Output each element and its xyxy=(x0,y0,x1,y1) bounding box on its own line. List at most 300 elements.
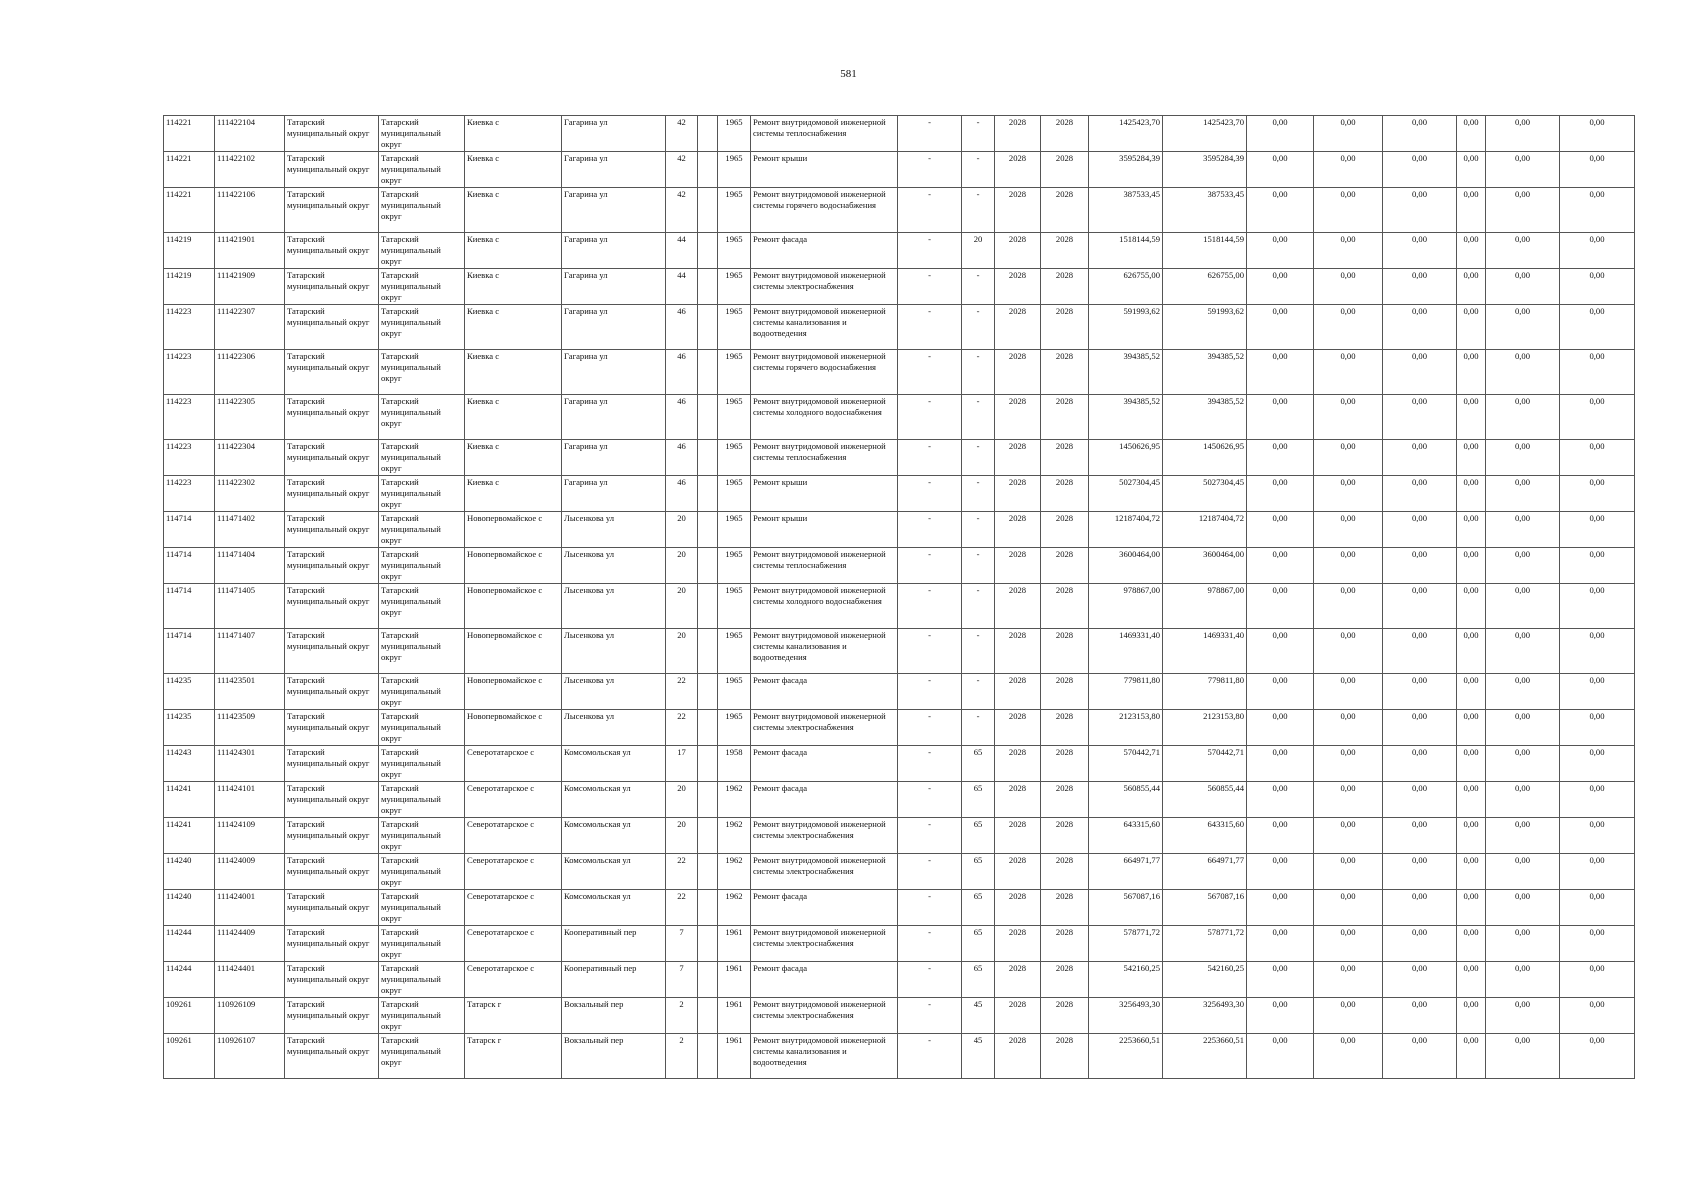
param1-cell: - xyxy=(898,440,962,476)
fund-4-cell: 0,00 xyxy=(1457,152,1486,188)
fund-4-cell: 0,00 xyxy=(1457,476,1486,512)
house-number-cell: 2 xyxy=(666,998,698,1034)
plan-year-end-cell: 2028 xyxy=(1041,476,1089,512)
wear-percent-cell: - xyxy=(962,305,995,350)
house-id-cell: 109261 xyxy=(164,998,215,1034)
build-year-cell: 1962 xyxy=(718,782,751,818)
plan-year-start-cell: 2028 xyxy=(995,629,1041,674)
house-id-cell: 114714 xyxy=(164,629,215,674)
blank-cell xyxy=(698,188,718,233)
fund-1-cell: 0,00 xyxy=(1247,710,1314,746)
total-cost-cell: 567087,16 xyxy=(1163,890,1247,926)
total-cost-cell: 578771,72 xyxy=(1163,926,1247,962)
cost-cell: 3256493,30 xyxy=(1089,998,1163,1034)
total-cost-cell: 394385,52 xyxy=(1163,395,1247,440)
total-cost-cell: 387533,45 xyxy=(1163,188,1247,233)
municipality-cell: Татарский муниципальный округ xyxy=(379,890,465,926)
plan-year-start-cell: 2028 xyxy=(995,269,1041,305)
district-cell: Татарский муниципальный округ xyxy=(285,854,379,890)
build-year-cell: 1965 xyxy=(718,674,751,710)
locality-cell: Северотатарское с xyxy=(465,926,562,962)
fund-1-cell: 0,00 xyxy=(1247,818,1314,854)
param1-cell: - xyxy=(898,395,962,440)
fund-6-cell: 0,00 xyxy=(1560,512,1635,548)
plan-year-end-cell: 2028 xyxy=(1041,818,1089,854)
district-cell: Татарский муниципальный округ xyxy=(285,746,379,782)
fund-5-cell: 0,00 xyxy=(1486,710,1560,746)
work-type-cell: Ремонт фасада xyxy=(751,962,898,998)
build-year-cell: 1958 xyxy=(718,746,751,782)
fund-6-cell: 0,00 xyxy=(1560,584,1635,629)
municipality-cell: Татарский муниципальный округ xyxy=(379,395,465,440)
fund-1-cell: 0,00 xyxy=(1247,188,1314,233)
plan-year-end-cell: 2028 xyxy=(1041,116,1089,152)
wear-percent-cell: - xyxy=(962,512,995,548)
house-id-cell: 114240 xyxy=(164,890,215,926)
work-code-cell: 111424401 xyxy=(215,962,285,998)
wear-percent-cell: - xyxy=(962,548,995,584)
municipality-cell: Татарский муниципальный округ xyxy=(379,269,465,305)
district-cell: Татарский муниципальный округ xyxy=(285,782,379,818)
wear-percent-cell: - xyxy=(962,152,995,188)
cost-cell: 12187404,72 xyxy=(1089,512,1163,548)
plan-year-end-cell: 2028 xyxy=(1041,440,1089,476)
plan-year-end-cell: 2028 xyxy=(1041,269,1089,305)
district-cell: Татарский муниципальный округ xyxy=(285,395,379,440)
locality-cell: Киевка с xyxy=(465,395,562,440)
fund-4-cell: 0,00 xyxy=(1457,674,1486,710)
locality-cell: Киевка с xyxy=(465,476,562,512)
param1-cell: - xyxy=(898,512,962,548)
locality-cell: Татарск г xyxy=(465,998,562,1034)
house-id-cell: 114714 xyxy=(164,584,215,629)
fund-5-cell: 0,00 xyxy=(1486,548,1560,584)
street-cell: Лысенкова ул xyxy=(562,674,666,710)
fund-1-cell: 0,00 xyxy=(1247,152,1314,188)
work-type-cell: Ремонт внутридомовой инженерной системы канализования и водоотведения xyxy=(751,1034,898,1079)
fund-3-cell: 0,00 xyxy=(1383,926,1457,962)
fund-3-cell: 0,00 xyxy=(1383,188,1457,233)
build-year-cell: 1965 xyxy=(718,476,751,512)
work-code-cell: 111424101 xyxy=(215,782,285,818)
work-code-cell: 111424409 xyxy=(215,926,285,962)
build-year-cell: 1965 xyxy=(718,233,751,269)
param1-cell: - xyxy=(898,710,962,746)
total-cost-cell: 12187404,72 xyxy=(1163,512,1247,548)
work-type-cell: Ремонт крыши xyxy=(751,512,898,548)
fund-6-cell: 0,00 xyxy=(1560,629,1635,674)
blank-cell xyxy=(698,233,718,269)
fund-5-cell: 0,00 xyxy=(1486,926,1560,962)
fund-1-cell: 0,00 xyxy=(1247,926,1314,962)
fund-2-cell: 0,00 xyxy=(1314,305,1383,350)
street-cell: Комсомольская ул xyxy=(562,854,666,890)
cost-cell: 1518144,59 xyxy=(1089,233,1163,269)
work-type-cell: Ремонт внутридомовой инженерной системы электроснабжения xyxy=(751,710,898,746)
total-cost-cell: 542160,25 xyxy=(1163,962,1247,998)
work-code-cell: 111423509 xyxy=(215,710,285,746)
locality-cell: Новопервомайское с xyxy=(465,584,562,629)
table-row xyxy=(164,233,1635,269)
total-cost-cell: 1450626,95 xyxy=(1163,440,1247,476)
table-row xyxy=(164,818,1635,854)
table-row xyxy=(164,269,1635,305)
fund-6-cell: 0,00 xyxy=(1560,962,1635,998)
cost-cell: 3600464,00 xyxy=(1089,548,1163,584)
work-type-cell: Ремонт фасада xyxy=(751,890,898,926)
plan-year-end-cell: 2028 xyxy=(1041,395,1089,440)
work-code-cell: 111422306 xyxy=(215,350,285,395)
cost-cell: 591993,62 xyxy=(1089,305,1163,350)
fund-5-cell: 0,00 xyxy=(1486,512,1560,548)
table-row xyxy=(164,962,1635,998)
street-cell: Гагарина ул xyxy=(562,269,666,305)
param1-cell: - xyxy=(898,746,962,782)
fund-5-cell: 0,00 xyxy=(1486,746,1560,782)
table-row xyxy=(164,926,1635,962)
fund-1-cell: 0,00 xyxy=(1247,512,1314,548)
house-number-cell: 22 xyxy=(666,854,698,890)
fund-1-cell: 0,00 xyxy=(1247,233,1314,269)
district-cell: Татарский муниципальный округ xyxy=(285,674,379,710)
table-row xyxy=(164,854,1635,890)
fund-6-cell: 0,00 xyxy=(1560,476,1635,512)
param1-cell: - xyxy=(898,782,962,818)
fund-2-cell: 0,00 xyxy=(1314,998,1383,1034)
total-cost-cell: 626755,00 xyxy=(1163,269,1247,305)
total-cost-cell: 3600464,00 xyxy=(1163,548,1247,584)
fund-4-cell: 0,00 xyxy=(1457,962,1486,998)
house-number-cell: 46 xyxy=(666,476,698,512)
build-year-cell: 1962 xyxy=(718,854,751,890)
fund-6-cell: 0,00 xyxy=(1560,1034,1635,1079)
fund-3-cell: 0,00 xyxy=(1383,269,1457,305)
wear-percent-cell: 65 xyxy=(962,926,995,962)
district-cell: Татарский муниципальный округ xyxy=(285,548,379,584)
house-number-cell: 20 xyxy=(666,512,698,548)
district-cell: Татарский муниципальный округ xyxy=(285,512,379,548)
house-id-cell: 114221 xyxy=(164,116,215,152)
build-year-cell: 1965 xyxy=(718,548,751,584)
cost-cell: 542160,25 xyxy=(1089,962,1163,998)
total-cost-cell: 2253660,51 xyxy=(1163,1034,1247,1079)
street-cell: Лысенкова ул xyxy=(562,548,666,584)
house-id-cell: 114221 xyxy=(164,152,215,188)
street-cell: Гагарина ул xyxy=(562,395,666,440)
fund-4-cell: 0,00 xyxy=(1457,116,1486,152)
work-type-cell: Ремонт внутридомовой инженерной системы канализования и водоотведения xyxy=(751,305,898,350)
work-type-cell: Ремонт фасада xyxy=(751,746,898,782)
fund-5-cell: 0,00 xyxy=(1486,305,1560,350)
district-cell: Татарский муниципальный округ xyxy=(285,269,379,305)
fund-1-cell: 0,00 xyxy=(1247,548,1314,584)
house-number-cell: 22 xyxy=(666,890,698,926)
fund-1-cell: 0,00 xyxy=(1247,674,1314,710)
locality-cell: Северотатарское с xyxy=(465,854,562,890)
fund-5-cell: 0,00 xyxy=(1486,476,1560,512)
capital-repair-table xyxy=(163,115,1635,1079)
plan-year-start-cell: 2028 xyxy=(995,152,1041,188)
street-cell: Кооперативный пер xyxy=(562,962,666,998)
blank-cell xyxy=(698,584,718,629)
street-cell: Гагарина ул xyxy=(562,116,666,152)
total-cost-cell: 570442,71 xyxy=(1163,746,1247,782)
cost-cell: 578771,72 xyxy=(1089,926,1163,962)
fund-1-cell: 0,00 xyxy=(1247,1034,1314,1079)
work-code-cell: 111422102 xyxy=(215,152,285,188)
street-cell: Комсомольская ул xyxy=(562,818,666,854)
build-year-cell: 1965 xyxy=(718,395,751,440)
district-cell: Татарский муниципальный округ xyxy=(285,233,379,269)
table-row xyxy=(164,782,1635,818)
district-cell: Татарский муниципальный округ xyxy=(285,116,379,152)
fund-2-cell: 0,00 xyxy=(1314,926,1383,962)
fund-4-cell: 0,00 xyxy=(1457,512,1486,548)
locality-cell: Киевка с xyxy=(465,233,562,269)
param1-cell: - xyxy=(898,1034,962,1079)
total-cost-cell: 664971,77 xyxy=(1163,854,1247,890)
locality-cell: Киевка с xyxy=(465,440,562,476)
municipality-cell: Татарский муниципальный округ xyxy=(379,584,465,629)
blank-cell xyxy=(698,710,718,746)
fund-1-cell: 0,00 xyxy=(1247,854,1314,890)
district-cell: Татарский муниципальный округ xyxy=(285,152,379,188)
total-cost-cell: 560855,44 xyxy=(1163,782,1247,818)
municipality-cell: Татарский муниципальный округ xyxy=(379,440,465,476)
fund-6-cell: 0,00 xyxy=(1560,233,1635,269)
param1-cell: - xyxy=(898,584,962,629)
house-number-cell: 46 xyxy=(666,305,698,350)
locality-cell: Татарск г xyxy=(465,1034,562,1079)
work-type-cell: Ремонт внутридомовой инженерной системы электроснабжения xyxy=(751,998,898,1034)
total-cost-cell: 779811,80 xyxy=(1163,674,1247,710)
cost-cell: 394385,52 xyxy=(1089,395,1163,440)
plan-year-start-cell: 2028 xyxy=(995,476,1041,512)
fund-3-cell: 0,00 xyxy=(1383,674,1457,710)
param1-cell: - xyxy=(898,926,962,962)
wear-percent-cell: - xyxy=(962,674,995,710)
plan-year-end-cell: 2028 xyxy=(1041,890,1089,926)
fund-3-cell: 0,00 xyxy=(1383,746,1457,782)
cost-cell: 1425423,70 xyxy=(1089,116,1163,152)
total-cost-cell: 591993,62 xyxy=(1163,305,1247,350)
param1-cell: - xyxy=(898,188,962,233)
fund-5-cell: 0,00 xyxy=(1486,440,1560,476)
fund-2-cell: 0,00 xyxy=(1314,395,1383,440)
district-cell: Татарский муниципальный округ xyxy=(285,890,379,926)
plan-year-end-cell: 2028 xyxy=(1041,962,1089,998)
fund-5-cell: 0,00 xyxy=(1486,584,1560,629)
house-id-cell: 114714 xyxy=(164,548,215,584)
table-row xyxy=(164,890,1635,926)
table-row xyxy=(164,152,1635,188)
build-year-cell: 1965 xyxy=(718,629,751,674)
fund-4-cell: 0,00 xyxy=(1457,746,1486,782)
total-cost-cell: 1518144,59 xyxy=(1163,233,1247,269)
table-row xyxy=(164,440,1635,476)
fund-5-cell: 0,00 xyxy=(1486,188,1560,233)
table-row xyxy=(164,674,1635,710)
table-row xyxy=(164,512,1635,548)
locality-cell: Киевка с xyxy=(465,188,562,233)
work-code-cell: 111471407 xyxy=(215,629,285,674)
house-number-cell: 46 xyxy=(666,350,698,395)
blank-cell xyxy=(698,395,718,440)
work-code-cell: 111422307 xyxy=(215,305,285,350)
blank-cell xyxy=(698,746,718,782)
fund-3-cell: 0,00 xyxy=(1383,782,1457,818)
cost-cell: 3595284,39 xyxy=(1089,152,1163,188)
district-cell: Татарский муниципальный округ xyxy=(285,818,379,854)
district-cell: Татарский муниципальный округ xyxy=(285,584,379,629)
cost-cell: 394385,52 xyxy=(1089,350,1163,395)
param1-cell: - xyxy=(898,476,962,512)
total-cost-cell: 3595284,39 xyxy=(1163,152,1247,188)
build-year-cell: 1965 xyxy=(718,512,751,548)
wear-percent-cell: 45 xyxy=(962,1034,995,1079)
street-cell: Гагарина ул xyxy=(562,305,666,350)
fund-5-cell: 0,00 xyxy=(1486,1034,1560,1079)
fund-6-cell: 0,00 xyxy=(1560,548,1635,584)
param1-cell: - xyxy=(898,962,962,998)
fund-3-cell: 0,00 xyxy=(1383,584,1457,629)
fund-3-cell: 0,00 xyxy=(1383,998,1457,1034)
house-id-cell: 114243 xyxy=(164,746,215,782)
plan-year-start-cell: 2028 xyxy=(995,746,1041,782)
plan-year-end-cell: 2028 xyxy=(1041,674,1089,710)
fund-3-cell: 0,00 xyxy=(1383,440,1457,476)
plan-year-start-cell: 2028 xyxy=(995,854,1041,890)
street-cell: Гагарина ул xyxy=(562,350,666,395)
fund-5-cell: 0,00 xyxy=(1486,854,1560,890)
plan-year-start-cell: 2028 xyxy=(995,188,1041,233)
street-cell: Комсомольская ул xyxy=(562,746,666,782)
fund-4-cell: 0,00 xyxy=(1457,269,1486,305)
street-cell: Гагарина ул xyxy=(562,152,666,188)
work-code-cell: 110926109 xyxy=(215,998,285,1034)
plan-year-end-cell: 2028 xyxy=(1041,512,1089,548)
house-number-cell: 20 xyxy=(666,782,698,818)
fund-2-cell: 0,00 xyxy=(1314,1034,1383,1079)
cost-cell: 779811,80 xyxy=(1089,674,1163,710)
fund-4-cell: 0,00 xyxy=(1457,629,1486,674)
house-number-cell: 22 xyxy=(666,710,698,746)
table-row xyxy=(164,395,1635,440)
street-cell: Лысенкова ул xyxy=(562,512,666,548)
total-cost-cell: 3256493,30 xyxy=(1163,998,1247,1034)
work-code-cell: 111422106 xyxy=(215,188,285,233)
param1-cell: - xyxy=(898,305,962,350)
fund-5-cell: 0,00 xyxy=(1486,233,1560,269)
wear-percent-cell: - xyxy=(962,710,995,746)
fund-4-cell: 0,00 xyxy=(1457,782,1486,818)
plan-year-start-cell: 2028 xyxy=(995,818,1041,854)
blank-cell xyxy=(698,512,718,548)
fund-3-cell: 0,00 xyxy=(1383,710,1457,746)
param1-cell: - xyxy=(898,548,962,584)
house-number-cell: 42 xyxy=(666,188,698,233)
wear-percent-cell: 65 xyxy=(962,746,995,782)
work-code-cell: 110926107 xyxy=(215,1034,285,1079)
fund-5-cell: 0,00 xyxy=(1486,782,1560,818)
blank-cell xyxy=(698,548,718,584)
locality-cell: Северотатарское с xyxy=(465,962,562,998)
build-year-cell: 1965 xyxy=(718,440,751,476)
table-row xyxy=(164,116,1635,152)
municipality-cell: Татарский муниципальный округ xyxy=(379,1034,465,1079)
street-cell: Лысенкова ул xyxy=(562,710,666,746)
build-year-cell: 1965 xyxy=(718,305,751,350)
plan-year-start-cell: 2028 xyxy=(995,674,1041,710)
house-number-cell: 46 xyxy=(666,395,698,440)
fund-6-cell: 0,00 xyxy=(1560,269,1635,305)
cost-cell: 5027304,45 xyxy=(1089,476,1163,512)
work-type-cell: Ремонт внутридомовой инженерной системы холодного водоснабжения xyxy=(751,395,898,440)
street-cell: Комсомольская ул xyxy=(562,890,666,926)
house-id-cell: 114241 xyxy=(164,782,215,818)
work-type-cell: Ремонт внутридомовой инженерной системы канализования и водоотведения xyxy=(751,629,898,674)
house-number-cell: 42 xyxy=(666,116,698,152)
plan-year-end-cell: 2028 xyxy=(1041,998,1089,1034)
fund-6-cell: 0,00 xyxy=(1560,818,1635,854)
plan-year-end-cell: 2028 xyxy=(1041,782,1089,818)
fund-2-cell: 0,00 xyxy=(1314,350,1383,395)
cost-cell: 978867,00 xyxy=(1089,584,1163,629)
street-cell: Гагарина ул xyxy=(562,440,666,476)
street-cell: Вокзальный пер xyxy=(562,1034,666,1079)
fund-2-cell: 0,00 xyxy=(1314,710,1383,746)
fund-2-cell: 0,00 xyxy=(1314,116,1383,152)
fund-6-cell: 0,00 xyxy=(1560,395,1635,440)
table-row xyxy=(164,476,1635,512)
house-id-cell: 114714 xyxy=(164,512,215,548)
work-type-cell: Ремонт фасада xyxy=(751,674,898,710)
cost-cell: 1450626,95 xyxy=(1089,440,1163,476)
fund-4-cell: 0,00 xyxy=(1457,305,1486,350)
blank-cell xyxy=(698,476,718,512)
fund-4-cell: 0,00 xyxy=(1457,998,1486,1034)
total-cost-cell: 1469331,40 xyxy=(1163,629,1247,674)
municipality-cell: Татарский муниципальный округ xyxy=(379,188,465,233)
fund-4-cell: 0,00 xyxy=(1457,854,1486,890)
fund-2-cell: 0,00 xyxy=(1314,188,1383,233)
cost-cell: 1469331,40 xyxy=(1089,629,1163,674)
plan-year-end-cell: 2028 xyxy=(1041,1034,1089,1079)
param1-cell: - xyxy=(898,350,962,395)
locality-cell: Киевка с xyxy=(465,269,562,305)
house-number-cell: 20 xyxy=(666,584,698,629)
house-number-cell: 20 xyxy=(666,629,698,674)
work-type-cell: Ремонт внутридомовой инженерной системы холодного водоснабжения xyxy=(751,584,898,629)
page-number: 581 xyxy=(840,68,857,80)
fund-6-cell: 0,00 xyxy=(1560,926,1635,962)
wear-percent-cell: 20 xyxy=(962,233,995,269)
fund-4-cell: 0,00 xyxy=(1457,548,1486,584)
municipality-cell: Татарский муниципальный округ xyxy=(379,818,465,854)
district-cell: Татарский муниципальный округ xyxy=(285,440,379,476)
plan-year-end-cell: 2028 xyxy=(1041,233,1089,269)
fund-3-cell: 0,00 xyxy=(1383,512,1457,548)
plan-year-start-cell: 2028 xyxy=(995,584,1041,629)
fund-2-cell: 0,00 xyxy=(1314,440,1383,476)
fund-1-cell: 0,00 xyxy=(1247,890,1314,926)
municipality-cell: Татарский муниципальный округ xyxy=(379,350,465,395)
param1-cell: - xyxy=(898,890,962,926)
plan-year-start-cell: 2028 xyxy=(995,998,1041,1034)
plan-year-end-cell: 2028 xyxy=(1041,854,1089,890)
municipality-cell: Татарский муниципальный округ xyxy=(379,305,465,350)
work-code-cell: 111424301 xyxy=(215,746,285,782)
